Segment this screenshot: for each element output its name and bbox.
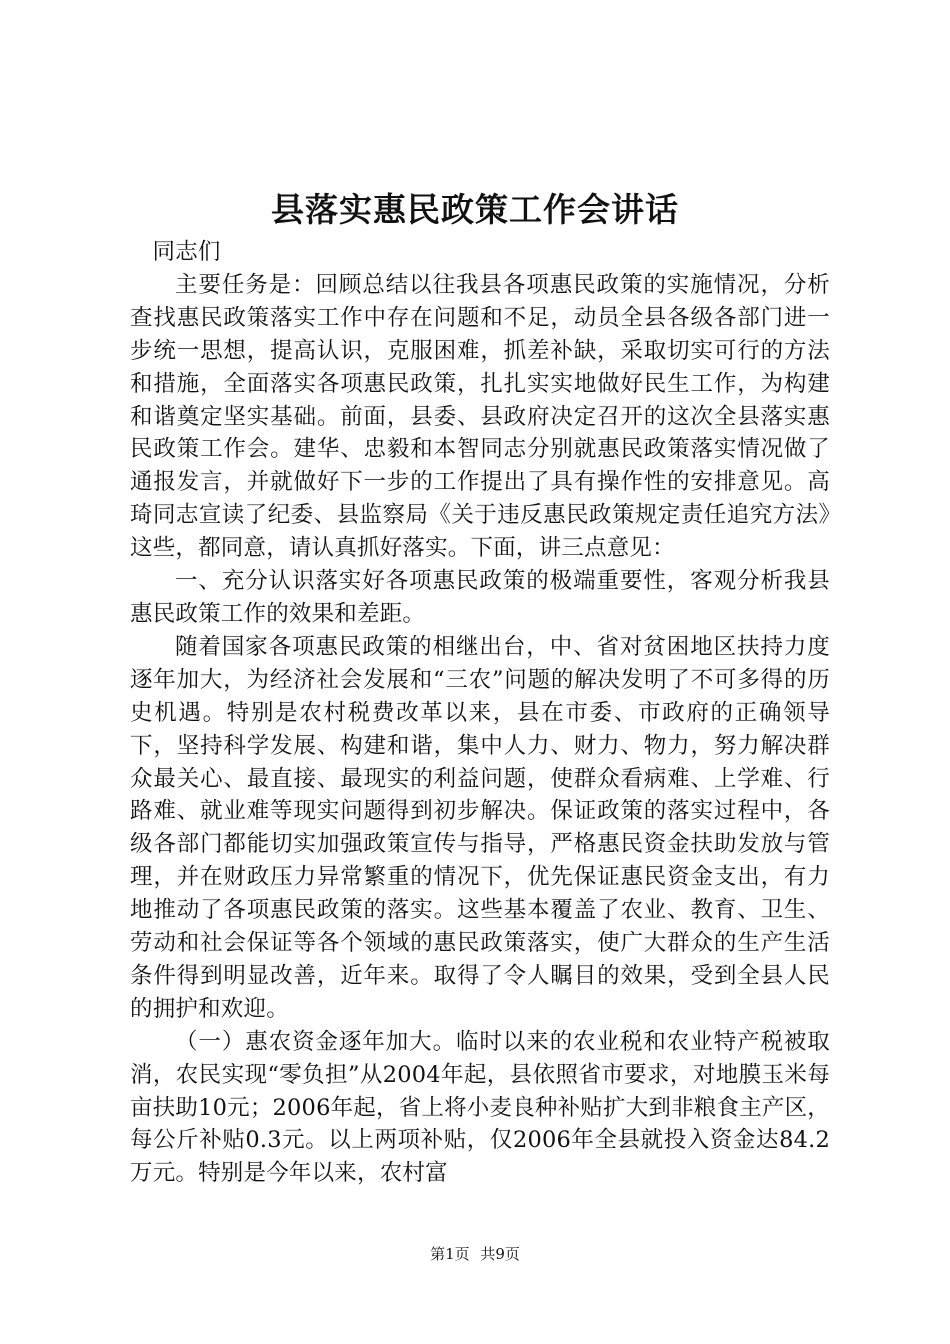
page-number: 第1页: [430, 1245, 470, 1263]
document-body: [130, 236, 830, 1190]
paragraph-overview: 随着国家各项惠民政策的相继出台，中、省对贫困地区扶持力度逐年加大，为经济社会发展和“三农”问题的解决发明了不可多得的历史机遇。特别是农村税费改革以来，县在市委、市政府的正确领导下，坚持科学发展、构建和谐，集中人力、财力、物力，努力解决群众最关心、最直接、最现实的利益问题，使群众看病难、上学难、行路难、就业难等现实问题得到初步解决。保证政策的落实过程中，各级各部门都能切实加强政策宣传与指导，严格惠民资金扶助发放与管理，并在财政压力异常繁重的情况下，优先保证惠民资金支出，有力地推动了各项惠民政策的落实。这些基本覆盖了农业、教育、卫生、劳动和社会保证等各个领域的惠民政策落实，使广大群众的生产生活条件得到明显改善，近年来。取得了令人瞩目的效果，受到全县人民的拥护和欢迎。: [130, 633, 830, 1022]
page-footer: [0, 1244, 950, 1264]
salutation: 同志们: [152, 239, 221, 265]
page-title: 县落实惠民政策工作会讲话: [271, 190, 679, 229]
page-total: 共9页: [480, 1245, 520, 1263]
section-heading-1: 一、充分认识落实好各项惠民政策的极端重要性，客观分析我县惠民政策工作的效果和差距。: [130, 568, 830, 627]
paragraph-subsection-1: （一）惠农资金逐年加大。临时以来的农业税和农业特产税被取消，农民实现“零负担”从2004年起，县依照省市要求，对地膜玉米每亩扶助10元；2006年起，省上将小麦良种补贴扩大到非粮食主产区，每公斤补贴0.3元。以上两项补贴，仅2006年全县就投入资金达84.2万元。特别是今年以来，农村富: [130, 1028, 830, 1187]
paragraph-intro: 主要任务是：回顾总结以往我县各项惠民政策的实施情况，分析查找惠民政策落实工作中存在问题和不足，动员全县各级各部门进一步统一思想，提高认识，克服困难，抓差补缺，采取切实可行的方法和措施，全面落实各项惠民政策，扎扎实实地做好民生工作，为构建和谐奠定坚实基础。前面，县委、县政府决定召开的这次全县落实惠民政策工作会。建华、忠毅和本智同志分别就惠民政策落实情况做了通报发言，并就做好下一步的工作提出了具有操作性的安排意见。高琦同志宣读了纪委、县监察局《关于违反惠民政策规定责任追究方法》这些，都同意，请认真抓好落实。下面，讲三点意见：: [130, 271, 830, 562]
